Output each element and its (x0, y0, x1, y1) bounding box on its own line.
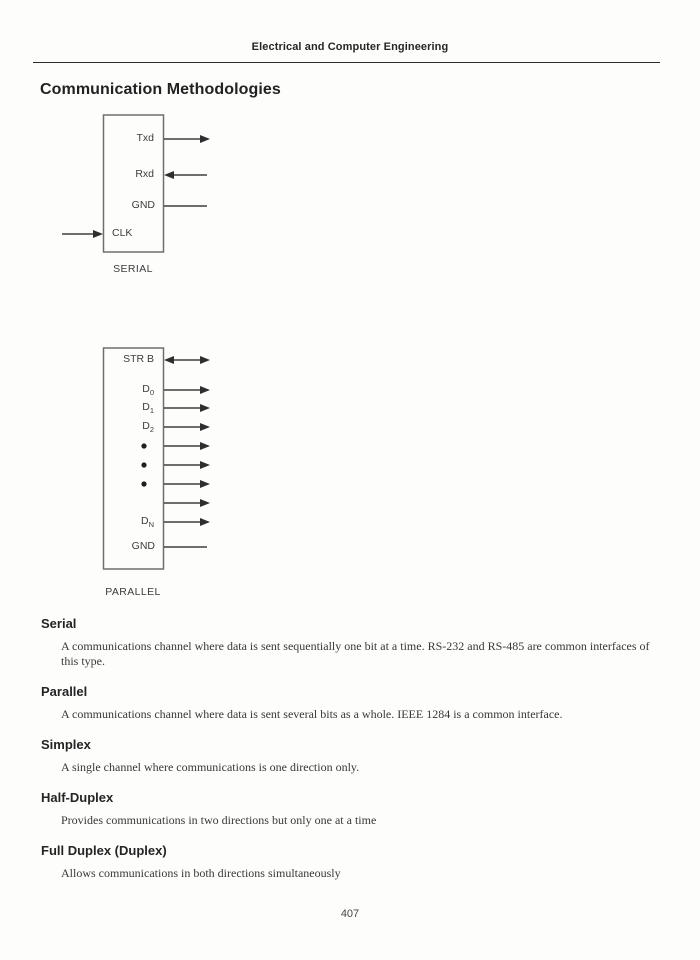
section-half-duplex (41, 790, 671, 828)
rxd-arrowhead-icon (164, 171, 174, 179)
section-body: A communications channel where data is sent sequentially one bit at a time. RS-232 and RS-485 are common interfaces of this type. (61, 639, 650, 668)
page-title: Communication Methodologies (40, 81, 281, 98)
section-body: A communications channel where data is sent several bits as a whole. IEEE 1284 is a common interface. (61, 707, 563, 721)
parallel-pin-d1: $D_1$ (142, 401, 154, 416)
section-parallel (41, 684, 671, 722)
clk-arrowhead-icon (93, 230, 103, 238)
section-heading: Parallel (41, 684, 88, 699)
section-heading: Simplex (41, 737, 91, 752)
parallel-box (104, 348, 164, 569)
section-simplex (41, 737, 671, 775)
section-heading: Full Duplex (Duplex) (41, 843, 167, 858)
serial-pin-gnd: GND (131, 199, 155, 211)
section-full-duplex (41, 843, 671, 881)
serial-pin-txd: Txd (136, 132, 154, 144)
txd-arrowhead-icon (200, 135, 210, 143)
ellipsis-dots-icon (141, 443, 146, 486)
section-body: Allows communications in both directions simultaneously (61, 866, 341, 880)
running-header: Electrical and Computer Engineering (251, 41, 449, 53)
section-heading: Half-Duplex (41, 790, 114, 805)
section-serial (41, 616, 671, 669)
section-body: Provides communications in two directions but only one at a time (61, 813, 377, 827)
serial-pin-clk: CLK (112, 227, 133, 239)
section-body: A single channel where communications is one direction only. (61, 760, 360, 774)
header-rule (33, 62, 660, 63)
parallel-arrowheads-icon (200, 386, 210, 526)
parallel-pin-dn: $D_N$ (140, 515, 154, 530)
parallel-pin-strb: STR B (123, 353, 154, 365)
parallel-caption: PARALLEL (105, 586, 161, 598)
serial-caption: SERIAL (113, 263, 153, 275)
parallel-pin-d0: $D_0$ (142, 383, 154, 398)
serial-pin-rxd: Rxd (135, 168, 154, 180)
parallel-data-lines (164, 390, 201, 522)
section-heading: Serial (41, 616, 77, 631)
page-number: 407 (340, 908, 360, 920)
definition-sections (41, 616, 671, 896)
parallel-pin-d2: $D_2$ (142, 420, 154, 435)
parallel-pin-gnd: GND (131, 540, 155, 552)
strb-right-arrowhead-icon (200, 356, 210, 364)
strb-left-arrowhead-icon (164, 356, 174, 364)
